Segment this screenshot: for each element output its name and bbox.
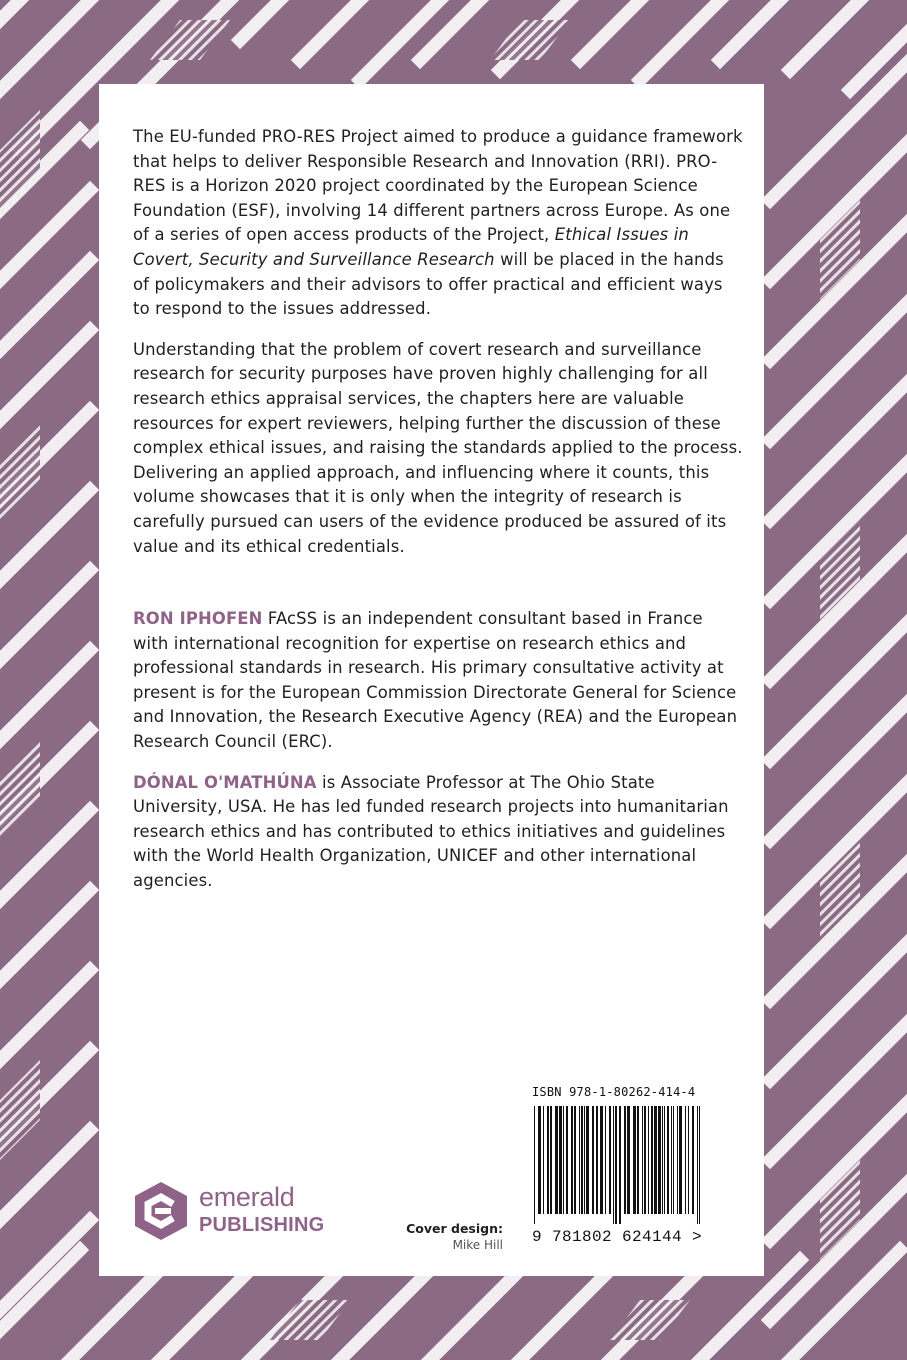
author-name: RON IPHOFEN <box>133 609 263 629</box>
publisher-logo[interactable] <box>133 1180 353 1244</box>
isbn-block <box>532 1084 712 1248</box>
blurb-text <box>133 125 743 910</box>
author-name: DÓNAL O'MATHÚNA <box>133 772 317 792</box>
publisher-subtitle: PUBLISHING <box>199 1214 325 1236</box>
isbn-label: ISBN 978-1-80262-414-4 <box>532 1085 696 1099</box>
author-bio-2: DÓNAL O'MATHÚNA is Associate Professor at The Ohio State University, USA. He has led funded research projects into humanitarian research ethics and has contributed to ethics initiatives and guidelines with the World Health Organization, UNICEF and other international agencies. <box>133 772 729 891</box>
cover-credit <box>359 1220 503 1254</box>
publisher-name: emerald <box>199 1182 295 1212</box>
author-bio-1: RON IPHOFEN FAcSS is an independent consultant based in France with international recognition for expertise on research ethics and professional standards in research. His primary consultative activity at present is for the European Commission Directorate General for Science and Innovation, the Research Executive Agency (REA) and the European Research Council (ERC). <box>133 609 738 752</box>
blurb-paragraph-1: The EU-funded PRO-RES Project aimed to produce a guidance framework that helps to deliver Responsible Research and Innovation (RRI). PRO-RES is a Horizon 2020 project coordinated by the European Science Foundation (ESF), involving 14 different partners across Europe. As one of a series of open access products of the Project, Ethical Issues in Covert, Security and Surveillance Research will be placed in the hands of policymakers and their advisors to offer practical and efficient ways to respond to the issues addressed. <box>133 127 743 319</box>
blurb-paragraph-2: Understanding that the problem of covert research and surveillance research for security purposes have proven highly challenging for all research ethics appraisal services, the chapters here are valuable resources for expert reviewers, helping further the discussion of these complex ethical issues, and raising the standards applied to the process. Delivering an applied approach, and influencing where it counts, this volume showcases that it is only when the integrity of research is carefully pursued can users of the evidence produced be assured of its value and its ethical credentials. <box>133 339 743 556</box>
barcode-digits: 9 781802 624144 > <box>532 1228 703 1246</box>
credit-name: Mike Hill <box>452 1238 503 1252</box>
credit-label: Cover design: <box>406 1221 503 1236</box>
book-title: Ethical Issues in Covert, Security and Surveillance Research <box>133 225 689 269</box>
barcode-bars <box>532 1106 704 1224</box>
back-cover-panel <box>99 84 764 1276</box>
barcode <box>532 1106 714 1248</box>
emerald-logo-icon <box>133 1180 189 1242</box>
